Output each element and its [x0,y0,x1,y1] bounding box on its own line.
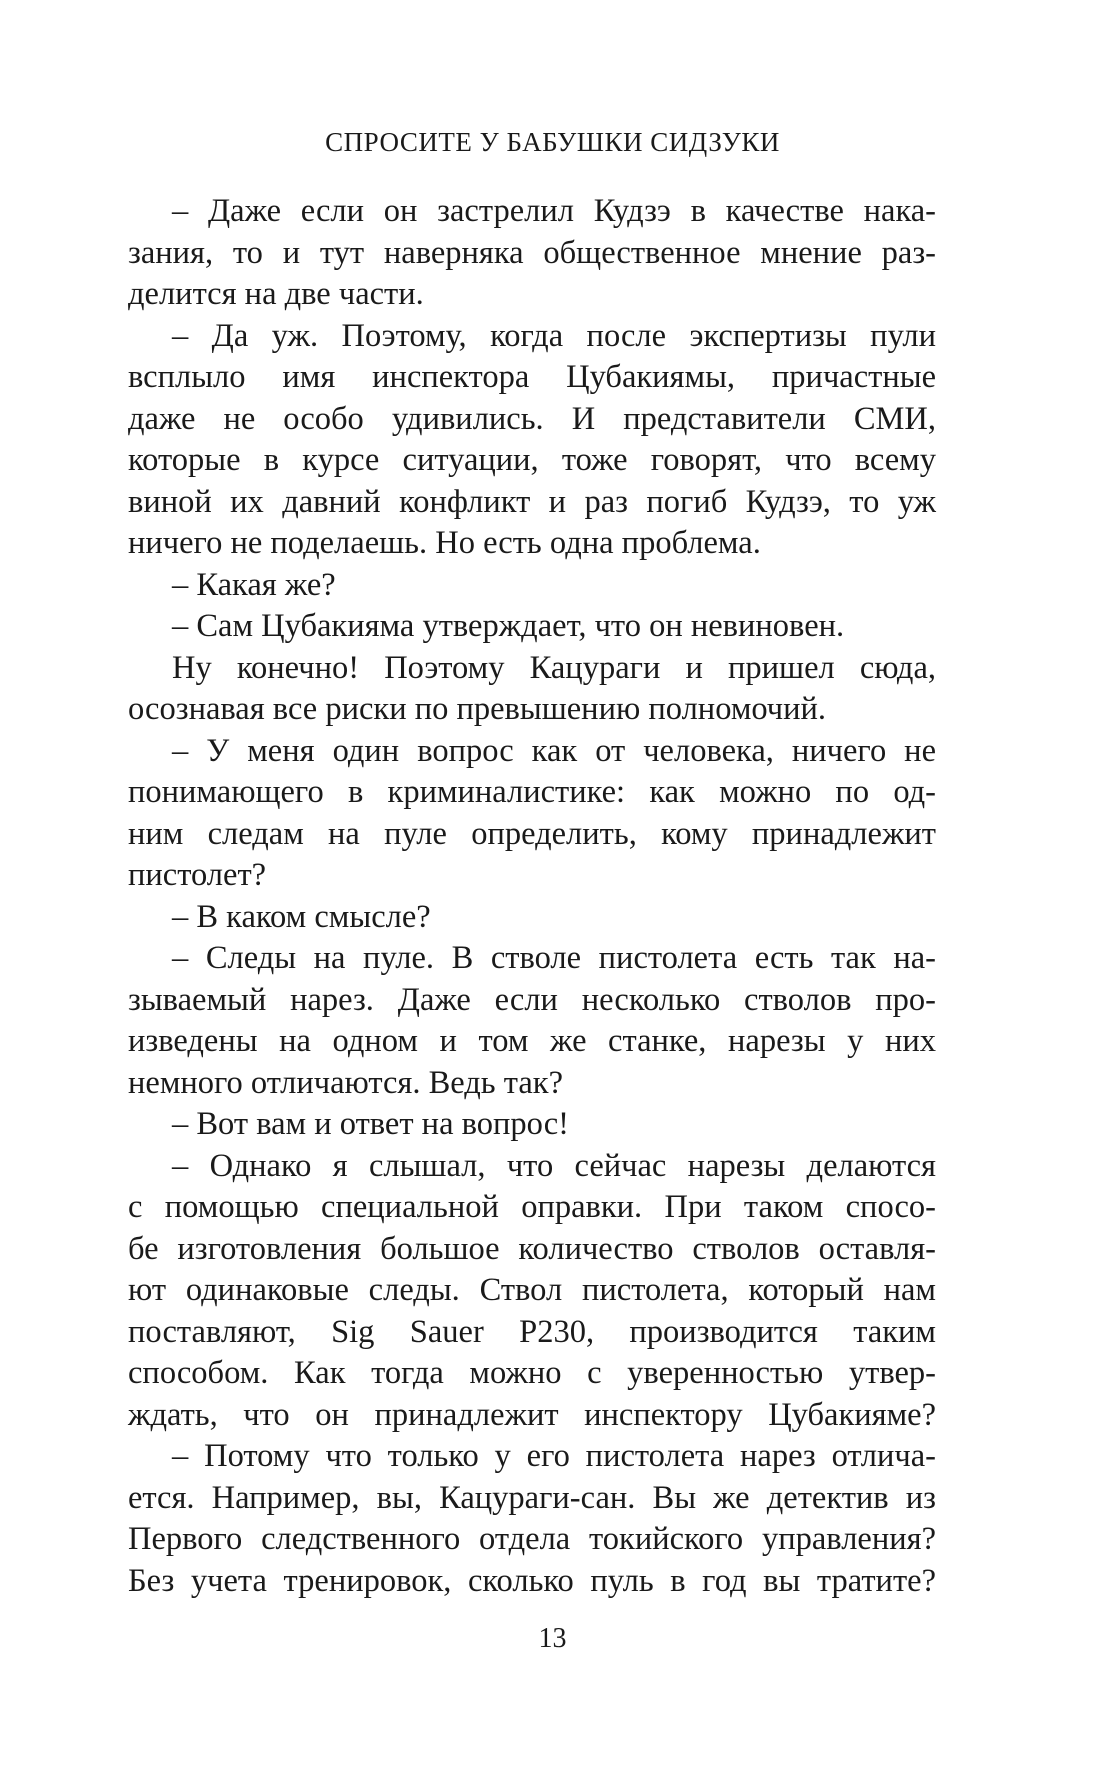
text-line: ется. Например, вы, Кацураги-сан. Вы же детектив из [128,1479,936,1516]
text-line: ждать, что он принадлежит инспектору Цубакияме? [128,1396,936,1433]
running-head: СПРОСИТЕ У БАБУШКИ СИДЗУКИ [325,127,780,157]
text-line: – Потому что только у его пистолета нарез отлича- [172,1438,936,1474]
text-line: изведены на одном и том же станке, нарезы у них [128,1023,936,1059]
text-line: зания, то и тут наверняка общественное мнение раз- [128,234,936,271]
text-line: Без учета тренировок, сколько пуль в год вы тратите? [128,1562,936,1599]
text-line: делится на две части. [128,276,424,312]
text-line: ничего не поделаешь. Но есть одна проблема. [128,525,761,561]
text-line: – Следы на пуле. В стволе пистолета есть так на- [172,940,936,976]
text-line: способом. Как тогда можно с уверенностью утвер- [128,1355,936,1391]
text-line: немного отличаются. Ведь так? [128,1064,563,1101]
text-line: зываемый нарез. Даже если несколько стволов про- [128,981,936,1018]
text-line: Ну конечно! Поэтому Кацураги и пришел сюда, [172,649,936,686]
text-line: ним следам на пуле определить, кому принадлежит [128,815,936,852]
text-line: Первого следственного отдела токийского управления? [128,1521,936,1557]
text-line: – Какая же? [172,566,336,603]
text-line: даже не особо удивились. И представители СМИ, [128,400,936,437]
text-line: с помощью специальной оправки. При таком спосо- [128,1189,936,1225]
text-line: бе изготовления большое количество стволов оставля- [128,1230,936,1267]
text-line: всплыло имя инспектора Цубакиямы, причастные [128,359,936,395]
body-text [128,191,936,1602]
text-line: ют одинаковые следы. Ствол пистолета, который нам [128,1272,936,1308]
text-line: – У меня один вопрос как от человека, ничего не [172,732,936,769]
text-line: осознавая все риски по превышению полномочий. [128,691,827,727]
text-line: которые в курсе ситуации, тоже говорят, что всему [128,442,936,478]
text-line: – Однако я слышал, что сейчас нарезы делаются [172,1147,936,1184]
text-line: – В каком смысле? [172,898,431,935]
text-line: – Да уж. Поэтому, когда после экспертизы пули [172,317,936,354]
text-line: виной их давний конфликт и раз погиб Кудзэ, то уж [128,483,936,520]
text-line: пистолет? [128,857,267,893]
text-line: понимающего в криминалистике: как можно по од- [128,774,936,810]
text-line: – Вот вам и ответ на вопрос! [172,1106,569,1142]
text-line: – Сам Цубакияма утверждает, что он невиновен. [172,608,845,644]
text-line: – Даже если он застрелил Кудзэ в качестве нака- [172,193,936,229]
page-number: 13 [538,1623,567,1654]
text-line: поставляют, Sig Sauer P230, производится таким [128,1313,936,1350]
